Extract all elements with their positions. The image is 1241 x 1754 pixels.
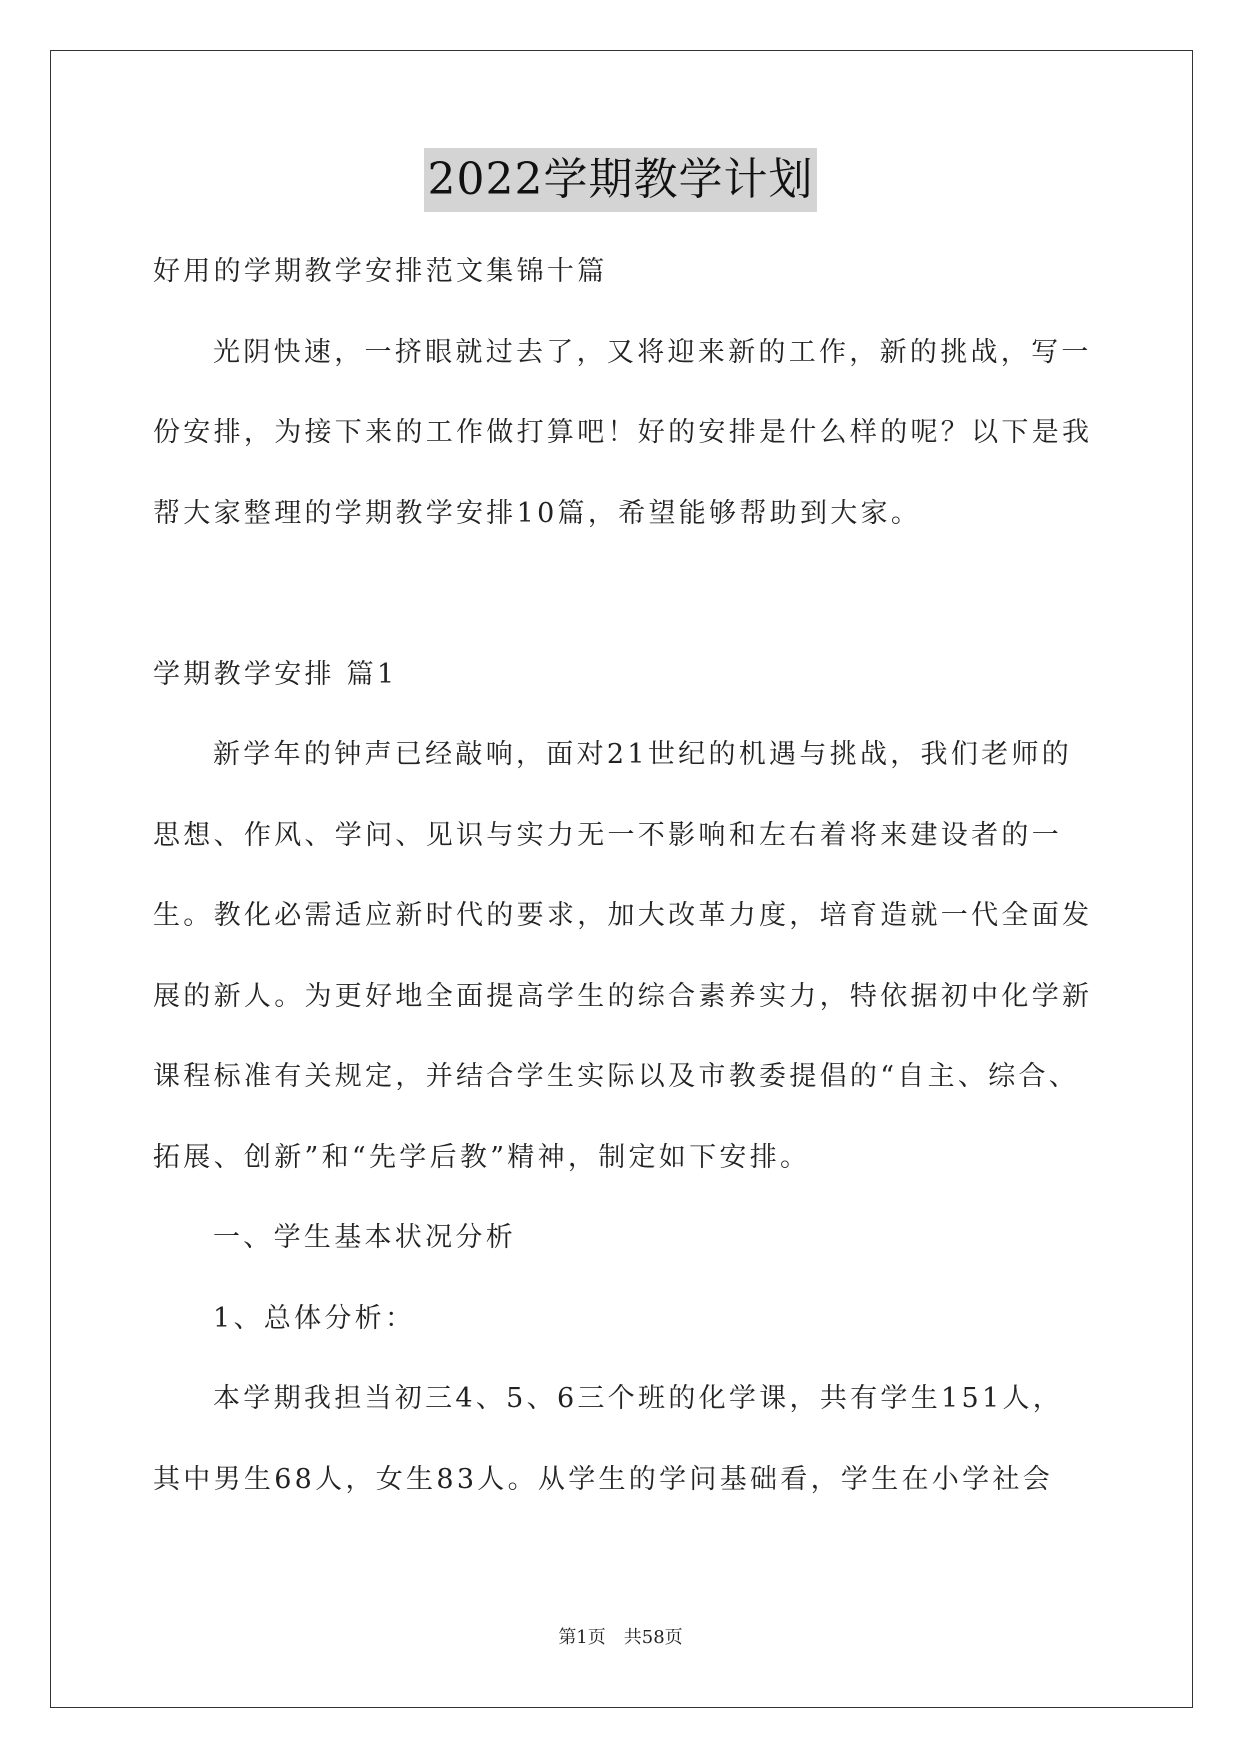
intro-paragraph: 光阴快速，一挤眼就过去了，又将迎来新的工作，新的挑战，写一份安排，为接下来的工作做打算吧！好的安排是什么样的呢？以下是我帮大家整理的学期教学安排10篇，希望能够帮助到大家。 [153, 336, 1093, 529]
page-footer [0, 1626, 1241, 1650]
heading-student-analysis: 一、学生基本状况分析 [213, 1222, 516, 1253]
subtitle: 好用的学期教学安排范文集锦十篇 [153, 256, 608, 287]
page-number: 第1页 [558, 1627, 606, 1648]
document-title: 2022学期教学计划 [424, 148, 818, 212]
section-paragraph: 新学年的钟声已经敲响，面对21世纪的机遇与挑战，我们老师的思想、作风、学问、见识与实力无一不影响和左右着将来建设者的一生。教化必需适应新时代的要求，加大改革力度，培育造就一代全面发展的新人。为更好地全面提高学生的综合素养实力，特依据初中化学新课程标准有关规定，并结合学生实际以及市教委提倡的“自主、综合、拓展、创新”和“先学后教”精神，制定如下安排。 [153, 739, 1093, 1173]
paragraph-gap [153, 554, 1093, 635]
title-container [0, 148, 1241, 212]
section-heading: 学期教学安排 篇1 [153, 658, 398, 690]
analysis-paragraph: 本学期我担当初三4、5、6三个班的化学课，共有学生151人，其中男生68人，女生83人。从学生的学问基础看，学生在小学社会 [153, 1383, 1064, 1495]
page-total: 共58页 [623, 1627, 683, 1648]
heading-overall-analysis: 1、总体分析： [213, 1302, 416, 1334]
document-body [153, 232, 1093, 1520]
